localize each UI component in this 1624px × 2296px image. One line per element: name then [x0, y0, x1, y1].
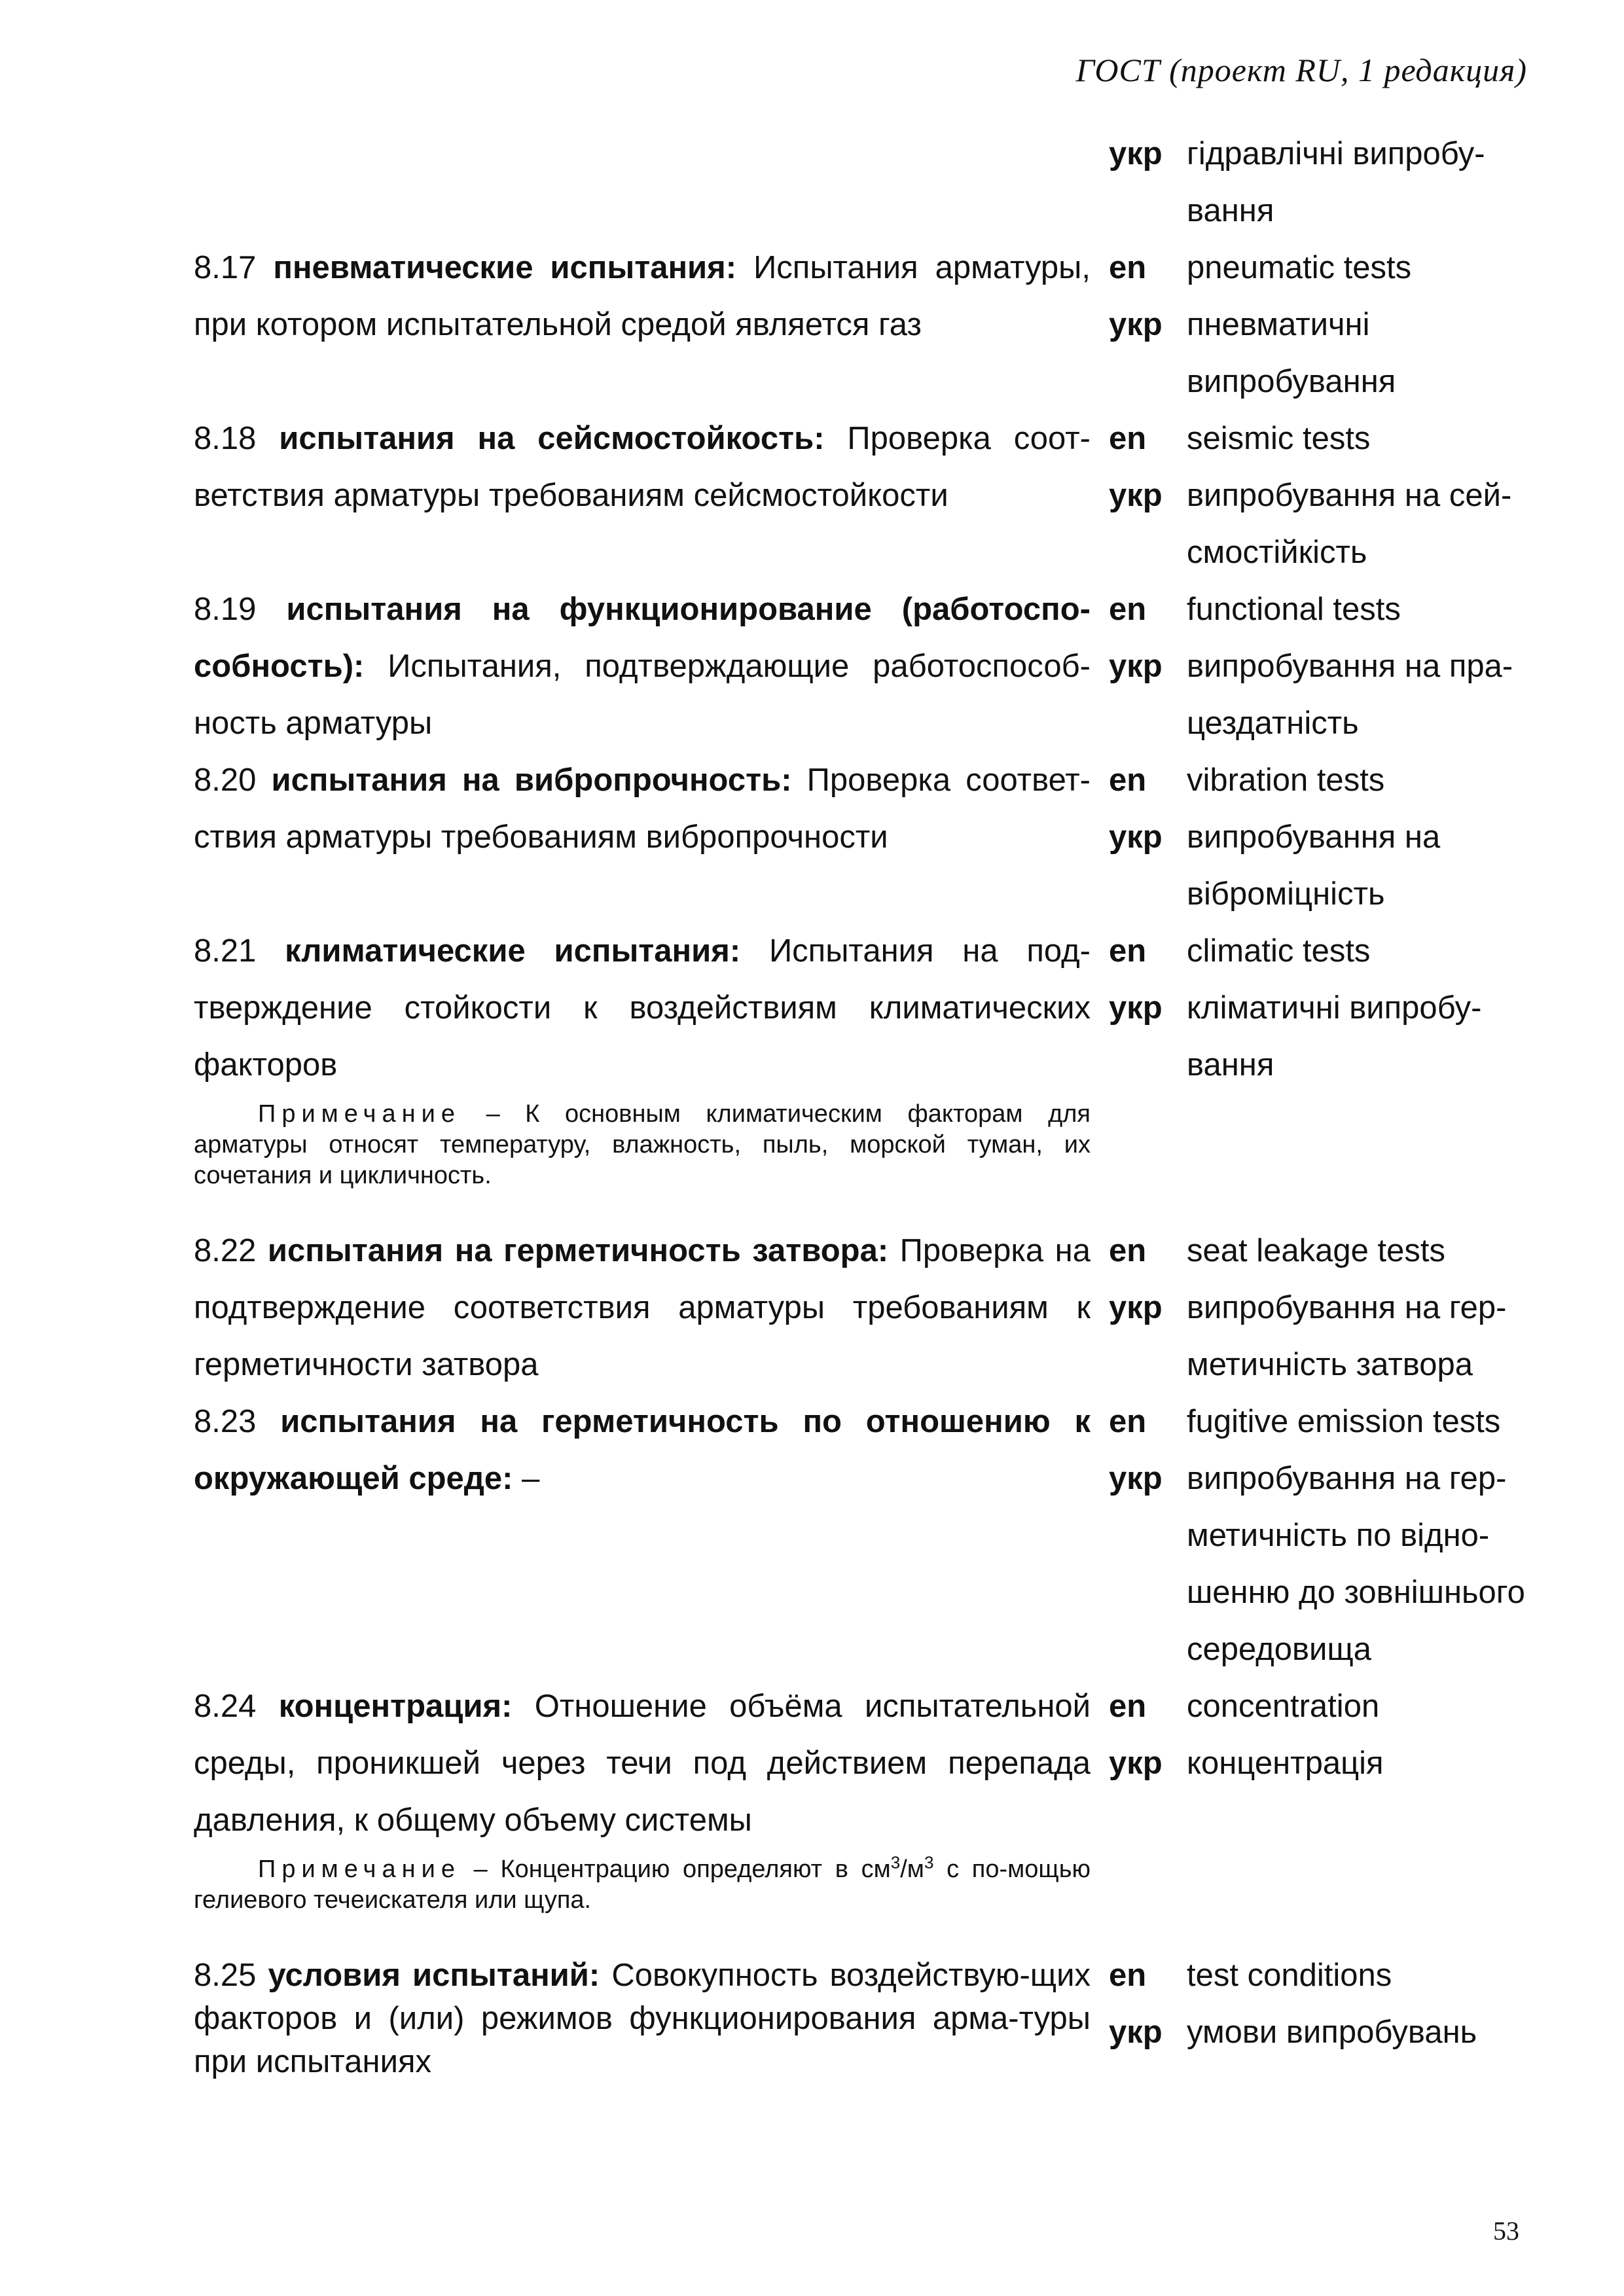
- uk-term-line: випробування: [1187, 364, 1396, 399]
- continuation-definition: [194, 126, 1097, 240]
- equivalents: [1179, 1678, 1568, 1849]
- term-name: концентрация:: [278, 1689, 513, 1724]
- uk-term-line: пневматичні: [1187, 307, 1370, 342]
- term-number: 8.22: [194, 1233, 257, 1268]
- uk-term-line: гідравлічні випробу-: [1187, 136, 1485, 171]
- term-number: 8.18: [194, 421, 257, 456]
- en-label: en: [1109, 421, 1147, 456]
- en-term: concentration: [1187, 1689, 1380, 1724]
- superscript: 3: [924, 1852, 934, 1873]
- term-definition: [194, 1947, 1097, 2083]
- term-number: 8.19: [194, 592, 257, 627]
- lang-labels: [1097, 1393, 1179, 1678]
- en-label: en: [1109, 592, 1147, 627]
- uk-term-line: смостійкість: [1187, 535, 1367, 570]
- uk-label: укр: [1109, 1746, 1163, 1781]
- term-number: 8.21: [194, 933, 257, 969]
- term-text: Проверка на подтверждение соответствия арматуры требованиям к герметичности затвора: [194, 1233, 1091, 1382]
- term-entry-8-18: [194, 410, 1568, 581]
- uk-term-line: випробування на пра-: [1187, 649, 1513, 684]
- lang-labels: [1097, 581, 1179, 752]
- continuation-uk-term: [1179, 126, 1568, 240]
- uk-term-line: випробування на: [1187, 819, 1441, 855]
- uk-term-line: середовища: [1187, 1632, 1371, 1667]
- uk-label: укр: [1109, 990, 1163, 1026]
- uk-label: укр: [1109, 2015, 1163, 2050]
- en-label: en: [1109, 1233, 1147, 1268]
- term-text: Испытания, подтверждающие работоспособ-ность арматуры: [194, 649, 1091, 741]
- equivalents: [1179, 1393, 1568, 1678]
- term-entry-8-23: [194, 1393, 1568, 1678]
- en-term: vibration tests: [1187, 762, 1385, 798]
- term-entry-8-21: [194, 923, 1568, 1094]
- note-label: Примечание: [258, 1856, 461, 1883]
- uk-term-line: шенню до зовнішнього: [1187, 1575, 1525, 1610]
- uk-term-line: кліматичні випробу-: [1187, 990, 1482, 1026]
- term-entry-8-25: [194, 1947, 1568, 2083]
- en-term: fugitive emission tests: [1187, 1404, 1501, 1439]
- note-text: с по-мощью гелиевого течеискателя или щупа.: [194, 1856, 1091, 1914]
- term-text: –: [522, 1461, 540, 1496]
- lang-labels: [1097, 240, 1179, 410]
- term-definition: [194, 1678, 1097, 1849]
- uk-label: укр: [1109, 136, 1163, 171]
- uk-term-line: випробування на гер-: [1187, 1461, 1507, 1496]
- term-name: пневматические испытания:: [273, 250, 737, 285]
- equivalents: [1179, 1947, 1568, 2083]
- term-text: Испытания арматуры, при котором испытательной средой является газ: [194, 250, 1091, 342]
- term-definition: [194, 923, 1097, 1094]
- term-text: Отношение объёма испытательной среды, проникшей через течи под действием перепада давления, к общему объему системы: [194, 1689, 1091, 1838]
- term-number: 8.24: [194, 1689, 257, 1724]
- lang-labels: [1097, 1678, 1179, 1849]
- uk-term-line: концентрація: [1187, 1746, 1384, 1781]
- note-text: – К основным климатическим факторам для арматуры относят температуру, влажность, пыль, морской туман, их сочетания и цикличность.: [194, 1100, 1091, 1189]
- uk-label: укр: [1109, 1461, 1163, 1496]
- term-number: 8.17: [194, 250, 257, 285]
- term-definition: [194, 1223, 1097, 1393]
- uk-label: укр: [1109, 478, 1163, 513]
- term-entry-8-22: [194, 1223, 1568, 1393]
- uk-label: укр: [1109, 649, 1163, 684]
- term-name: испытания на сейсмостойкость:: [279, 421, 825, 456]
- en-label: en: [1109, 1689, 1147, 1724]
- term-entry-8-17: [194, 240, 1568, 410]
- term-name: испытания на вибропрочность:: [271, 762, 792, 798]
- lang-labels: [1097, 410, 1179, 581]
- lang-labels: [1097, 1223, 1179, 1393]
- equivalents: [1179, 240, 1568, 410]
- note-8-24: [194, 1854, 1097, 1916]
- en-term: seat leakage tests: [1187, 1233, 1445, 1268]
- uk-term-line: метичність по відно-: [1187, 1518, 1490, 1553]
- term-name: условия испытаний:: [268, 1958, 600, 1993]
- term-entry-8-19: [194, 581, 1568, 752]
- term-name: испытания на герметичность затвора:: [267, 1233, 889, 1268]
- uk-term-line: випробування на сей-: [1187, 478, 1512, 513]
- en-label: en: [1109, 1958, 1147, 1993]
- uk-term-line: вання: [1187, 193, 1274, 228]
- term-entry-8-24: [194, 1678, 1568, 1849]
- uk-term-line: випробування на гер-: [1187, 1290, 1507, 1325]
- equivalents: [1179, 752, 1568, 923]
- equivalents: [1179, 581, 1568, 752]
- uk-term-line: умови випробувань: [1187, 2015, 1477, 2050]
- terms-list: [194, 126, 1568, 2083]
- continuation-entry: [194, 126, 1568, 240]
- term-number: 8.25: [194, 1958, 257, 1993]
- en-label: en: [1109, 933, 1147, 969]
- uk-term-line: віброміцність: [1187, 876, 1385, 912]
- continuation-langs: [1097, 126, 1179, 240]
- equivalents: [1179, 410, 1568, 581]
- en-term: climatic tests: [1187, 933, 1371, 969]
- page-number: 53: [1493, 2216, 1519, 2246]
- equivalents: [1179, 1223, 1568, 1393]
- en-term: pneumatic tests: [1187, 250, 1412, 285]
- note-label: Примечание: [258, 1100, 461, 1128]
- page-header: ГОСТ (проект RU, 1 редакция): [1075, 52, 1527, 88]
- lang-labels: [1097, 1947, 1179, 2083]
- equivalents: [1179, 923, 1568, 1094]
- term-text: Проверка соот-ветствия арматуры требованиям сейсмостойкости: [194, 421, 1091, 513]
- uk-term-line: метичність затвора: [1187, 1347, 1473, 1382]
- term-entry-8-20: [194, 752, 1568, 923]
- term-number: 8.20: [194, 762, 257, 798]
- term-text: Испытания на под-тверждение стойкости к воздействиям климатических факторов: [194, 933, 1091, 1083]
- term-definition: [194, 410, 1097, 581]
- term-text: Проверка соответ-ствия арматуры требованиям вибропрочности: [194, 762, 1091, 855]
- uk-term-line: цездатність: [1187, 706, 1359, 741]
- note-8-21: [194, 1099, 1097, 1191]
- en-label: en: [1109, 762, 1147, 798]
- term-name: испытания на герметичность по отношению к окружающей среде:: [194, 1404, 1091, 1496]
- term-definition: [194, 1393, 1097, 1678]
- term-name: испытания на функционирование (работоспо-собность):: [194, 592, 1091, 684]
- uk-label: укр: [1109, 307, 1163, 342]
- term-text: Совокупность воздействую-щих факторов и (или) режимов функционирования арма-туры при испытаниях: [194, 1958, 1091, 2079]
- uk-term-line: вання: [1187, 1047, 1274, 1083]
- term-number: 8.23: [194, 1404, 257, 1439]
- en-label: en: [1109, 1404, 1147, 1439]
- uk-label: укр: [1109, 819, 1163, 855]
- lang-labels: [1097, 923, 1179, 1094]
- superscript: 3: [890, 1852, 901, 1873]
- term-definition: [194, 581, 1097, 752]
- term-name: климатические испытания:: [285, 933, 741, 969]
- lang-labels: [1097, 752, 1179, 923]
- term-definition: [194, 240, 1097, 410]
- note-text: /м: [900, 1856, 924, 1883]
- term-definition: [194, 752, 1097, 923]
- en-term: functional tests: [1187, 592, 1401, 627]
- en-term: test conditions: [1187, 1958, 1392, 1993]
- en-term: seismic tests: [1187, 421, 1371, 456]
- note-text: – Концентрацию определяют в см: [473, 1856, 891, 1883]
- en-label: en: [1109, 250, 1147, 285]
- uk-label: укр: [1109, 1290, 1163, 1325]
